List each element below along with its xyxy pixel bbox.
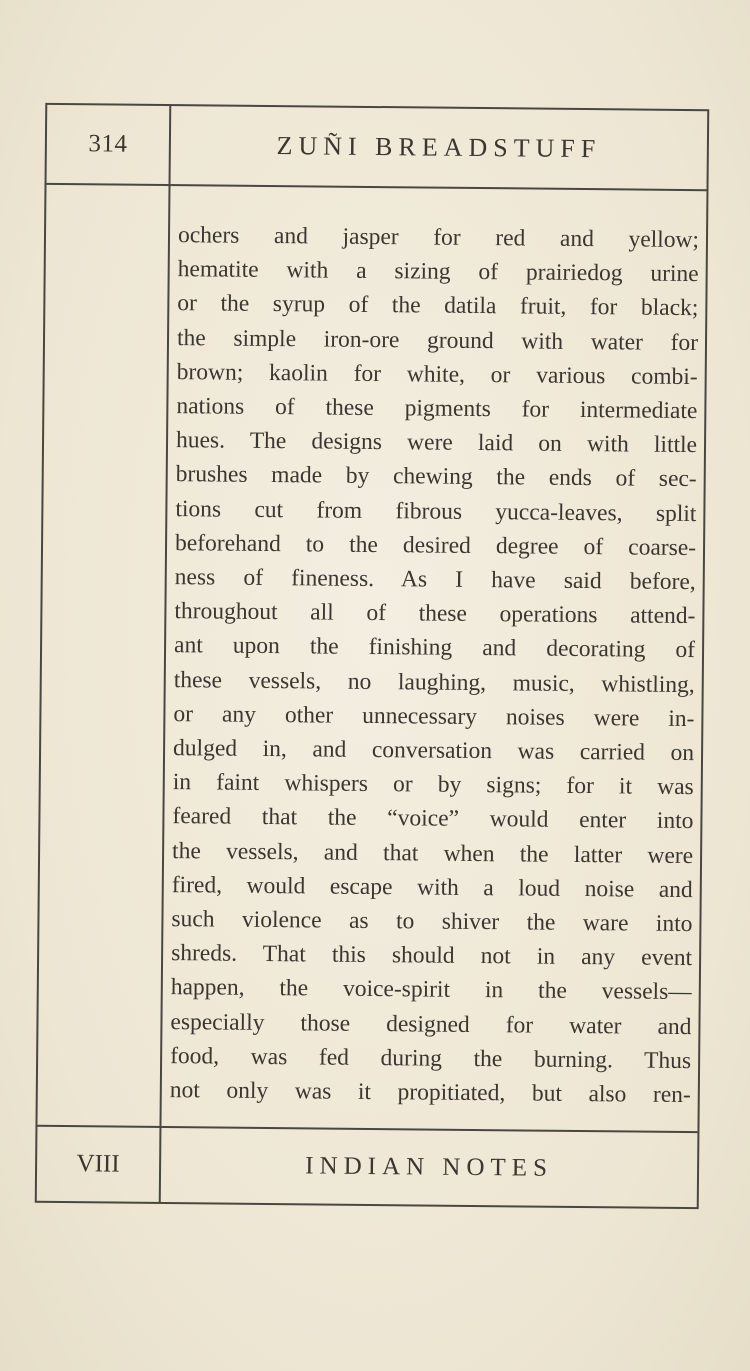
text-line: or any other unnecessary noises were in- — [173, 700, 695, 732]
text-line: ant upon the finishing and decorating of — [173, 632, 696, 664]
body-text — [170, 218, 700, 1112]
text-line: dulged in, and conversation was carried on — [172, 735, 695, 767]
text-line: fired, would escape with a loud noise and — [171, 871, 693, 903]
text-line: beforehand to the desired degree of coarse- — [174, 529, 697, 561]
text-line: ochers and jasper for red and yellow; — [177, 222, 700, 254]
text-line: happen, the voice-spirit in the vessels— — [170, 974, 692, 1006]
text-line: tions cut from fibrous yucca-leaves, split — [175, 495, 697, 527]
text-line: the simple iron-ore ground with water for — [176, 324, 699, 356]
text-line: brushes made by chewing the ends of sec- — [175, 461, 697, 493]
text-line: such violence as to shiver the ware into — [171, 906, 693, 938]
text-line: hematite with a sizing of prairiedog urine — [177, 256, 699, 288]
text-line: feared that the “voice” would enter into — [172, 803, 694, 835]
series-title: INDIAN NOTES — [305, 1152, 554, 1182]
page-frame — [35, 103, 710, 1209]
text-line: the vessels, and that when the latter were — [171, 837, 694, 869]
text-line: food, was fed during the burning. Thus — [170, 1042, 692, 1074]
text-line: or the syrup of the datila fruit, for black; — [177, 290, 699, 322]
page-number: 314 — [88, 130, 128, 158]
text-line: ness of fineness. As I have said before, — [174, 564, 696, 596]
running-title: ZUÑI BREADSTUFF — [276, 131, 602, 164]
text-line: nations of these pigments for intermediate — [176, 393, 698, 425]
text-line: throughout all of these operations attend- — [174, 598, 696, 630]
text-line: especially those designed for water and — [170, 1008, 692, 1040]
series-number: VIII — [76, 1150, 120, 1178]
text-line: in faint whispers or by signs; for it was — [172, 769, 694, 801]
text-line: hues. The designs were laid on with little — [175, 427, 698, 459]
text-line: these vessels, no laughing, music, whistling, — [173, 666, 695, 698]
text-line: shreds. That this should not in any event — [171, 940, 693, 972]
text-line: brown; kaolin for white, or various combi- — [176, 358, 698, 390]
text-line: not only was it propitiated, but also ren- — [169, 1077, 691, 1109]
